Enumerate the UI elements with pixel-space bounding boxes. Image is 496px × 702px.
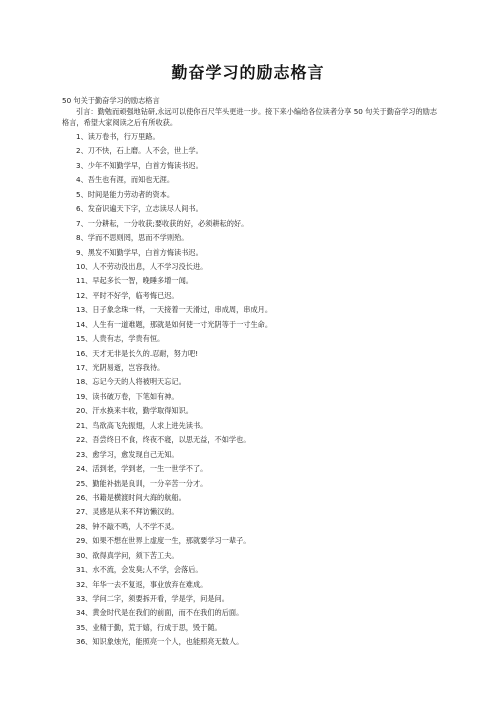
list-item: 32、年华一去不复返，事业放弃在难成。 (76, 579, 208, 589)
motto-list (76, 130, 272, 650)
list-item: 8、学而不思则罔，思而不学则殆。 (76, 233, 189, 243)
list-item: 9、黑发不知勤学早，白首方悔读书迟。 (76, 247, 203, 257)
list-item: 29、如果不想在世界上虚度一生，那就要学习一辈子。 (76, 536, 251, 546)
list-item: 21、鸟欲高飞先振翅，人求上进先读书。 (76, 420, 208, 430)
list-item: 23、愈学习，愈发现自己无知。 (76, 449, 179, 459)
list-item: 14、人生有一道难题，那就是如何使一寸光阴等于一寸生命。 (76, 319, 273, 329)
list-item: 28、钟不敲不鸣，人不学不灵。 (76, 521, 179, 531)
list-item: 26、书籍是横渡时间大海的航船。 (76, 492, 186, 502)
list-item: 15、人贵有志，学贵有恒。 (76, 334, 165, 344)
list-item: 35、业精于勤，荒于嬉，行成于思，毁于随。 (76, 622, 222, 632)
list-item: 34、黄金时代是在我们的前面，而不在我们的后面。 (76, 608, 244, 618)
list-item: 11、早起多长一智，晚睡多增一闻。 (76, 276, 193, 286)
list-item: 6、发奋识遍天下字，立志读尽人间书。 (76, 204, 203, 214)
list-item: 16、天才无非是长久的.忍耐，努力吧! (76, 348, 199, 358)
list-item: 27、灵感是从来不拜访懒汉的。 (76, 507, 179, 517)
list-item: 18、忘记今天的人将被明天忘记。 (76, 377, 186, 387)
document-intro: 引言：勤勉而顽强地钻研,永远可以使你百尺竿头更进一步。接下来小编给各位读者分享 50 句关于勤奋学习的励志格言，希望大家阅读之后有所收获。 (62, 107, 438, 128)
page-title: 勤奋学习的励志格言 (171, 63, 325, 82)
list-item: 7、一分耕耘，一分收获;要收获的好，必须耕耘的好。 (76, 218, 249, 228)
list-item: 5、时间是能力劳动者的资本。 (76, 189, 175, 199)
list-item: 19、读书破万卷，下笔如有神。 (76, 391, 179, 401)
list-item: 12、平时不好学，临考悔已迟。 (76, 290, 179, 300)
list-item: 20、汗水换来丰收，勤学取得知识。 (76, 406, 193, 416)
list-item: 2、刀不快，石上磨。人不会，世上学。 (76, 146, 203, 156)
list-item: 1、读万卷书，行万里路。 (76, 132, 160, 141)
list-item: 31、水不流，会发臭;人不学，会落后。 (76, 565, 203, 575)
list-item: 25、勤能补拙是良训，一分辛苦一分才。 (76, 478, 208, 488)
list-item: 10、人不劳动没出息，人不学习没长进。 (76, 261, 208, 271)
list-item: 33、学问二字，须要拆开看，学是学，问是问。 (76, 594, 229, 603)
list-item: 30、欲得真学问，须下苦工夫。 (76, 550, 179, 560)
list-item: 3、少年不知勤学早，白首方悔读书迟。 (76, 160, 203, 170)
list-item: 24、活到老，学到老，一生一世学不了。 (76, 464, 208, 474)
list-item: 36、知识象烛光，能照亮一个人，也能照亮无数人。 (76, 637, 244, 647)
list-item: 22、吾尝终日不食，终夜不寝，以思无益，不如学也。 (76, 435, 251, 445)
document-subtitle: 50 句关于勤奋学习的励志格言 (62, 96, 160, 105)
list-item: 13、日子象念珠一样，一天接着一天滑过，串成周，串成月。 (76, 305, 273, 315)
list-item: 4、吾生也有涯，而知也无涯。 (76, 175, 175, 185)
list-item: 17、光阴易逝，岂容我待。 (76, 363, 165, 372)
